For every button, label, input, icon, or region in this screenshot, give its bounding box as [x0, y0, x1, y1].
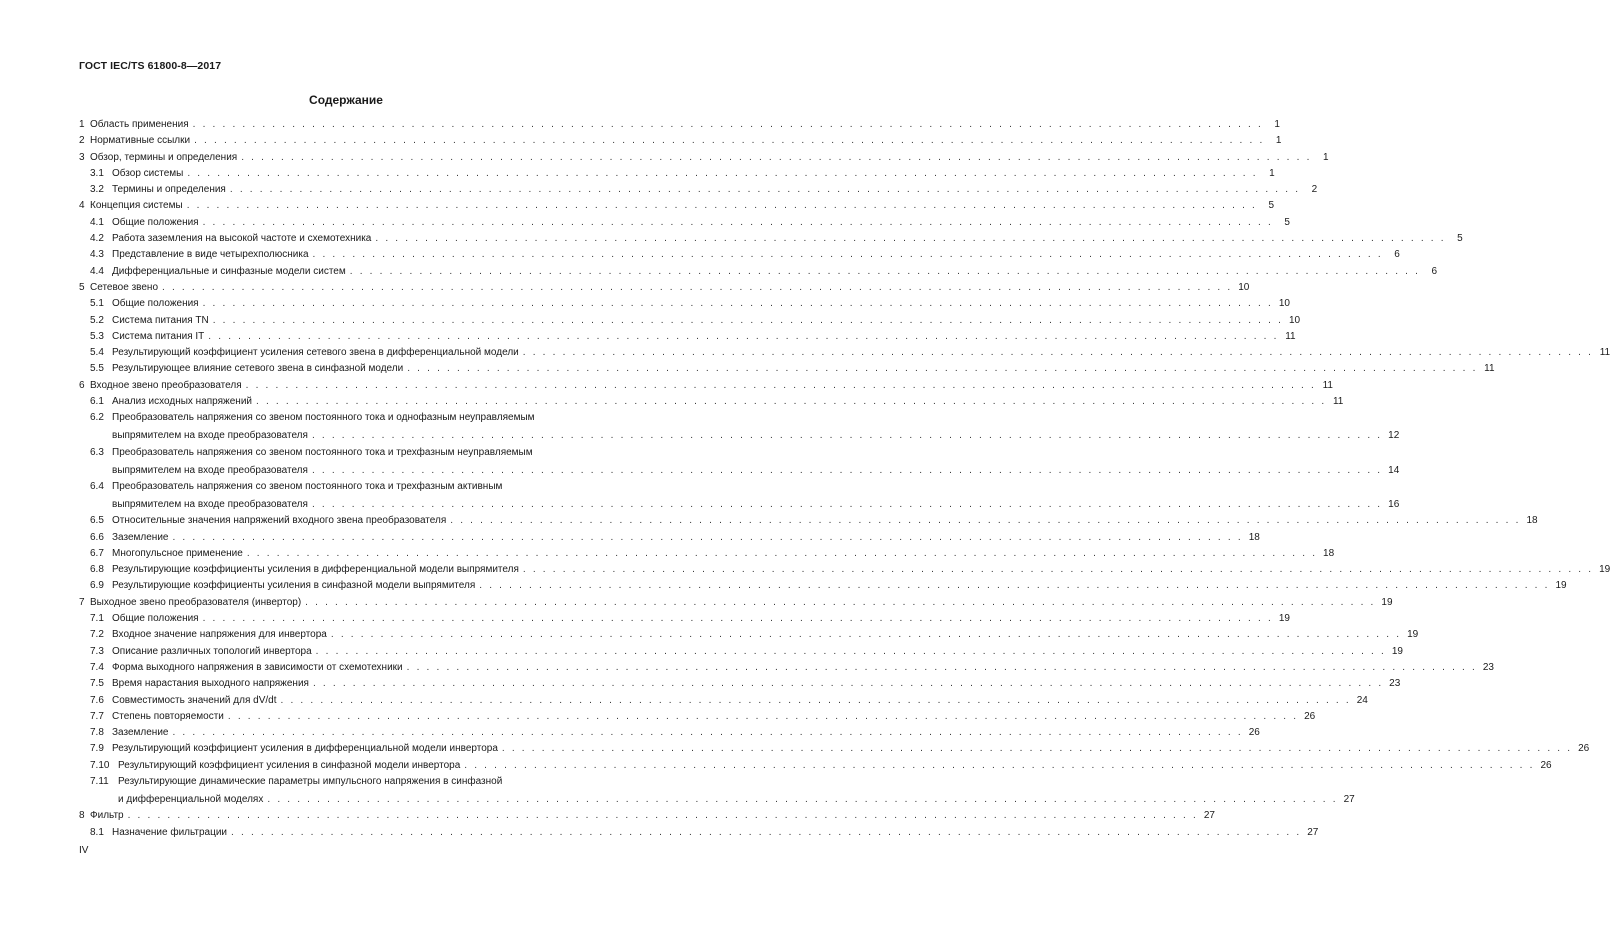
toc-entry-page: 11 — [1484, 363, 1495, 375]
toc-entry[interactable] — [79, 710, 1316, 723]
toc-entry-number: 7.8 — [90, 727, 104, 739]
toc-entry-number: 7.9 — [90, 743, 104, 755]
toc-entry-title: Результирующий коэффициент усиления в дифференциальной модели инвертора — [112, 743, 498, 755]
toc-leader-dots: . . . . . . . . . . . . . . . . . . . . . . . . . . . . . . . . . . . . . . . . . . . . . . . . . . . . . . . . . . . . . . . . . . . . . . . . . . . . . . . . . . . . . . . . . . . . . . . . . . . . . . . . . . . . — [464, 759, 1535, 771]
toc-entry-page: 18 — [1526, 515, 1538, 527]
toc-entry-page: 1 — [1269, 167, 1275, 179]
toc-entry-title: Анализ исходных напряжений — [112, 396, 252, 408]
toc-entry-number: 6.9 — [90, 580, 104, 592]
toc-entry-title: Система питания IT — [112, 330, 205, 342]
toc-entry-number: 4 — [79, 200, 85, 212]
toc-entry-page: 11 — [1322, 379, 1333, 391]
toc-leader-dots: . . . . . . . . . . . . . . . . . . . . . . . . . . . . . . . . . . . . . . . . . . . . . . . . . . . . . . . . . . . . . . . . . . . . . . . . . . . . . . . . . . . . . . . . . . . . . . . . . . . . . . . . . . . . — [330, 629, 1402, 641]
toc-entry-title-line: Преобразователь напряжения со звеном постоянного тока и трехфазным активным — [112, 480, 503, 492]
toc-entry-number: 7.5 — [90, 678, 104, 690]
toc-entry-number: 5.4 — [90, 347, 104, 359]
toc-leader-dots: . . . . . . . . . . . . . . . . . . . . . . . . . . . . . . . . . . . . . . . . . . . . . . . . . . . . . . . . . . . . . . . . . . . . . . . . . . . . . . . . . . . . . . . . . . . . . . . . . . . . . . . . . . . . — [241, 151, 1312, 163]
toc-entry-page: 19 — [1555, 580, 1567, 592]
toc-entry-page: 27 — [1343, 793, 1355, 805]
toc-entry[interactable] — [79, 135, 1282, 147]
toc-entry-number: 5.5 — [90, 363, 104, 375]
toc-entry[interactable] — [79, 216, 1290, 229]
toc-entry-number: 5.3 — [90, 330, 104, 342]
toc-leader-dots: . . . . . . . . . . . . . . . . . . . . . . . . . . . . . . . . . . . . . . . . . . . . . . . . . . . . . . . . . . . . . . . . . . . . . . . . . . . . . . . . . . . . . . . . . . . . . . . . . . . . . . . . . . . . — [256, 396, 1327, 408]
toc-entry-page: 18 — [1248, 531, 1260, 543]
toc-entry[interactable] — [79, 330, 1296, 343]
toc-entry-title: выпрямителем на входе преобразователя — [112, 498, 308, 510]
toc-entry-number: 6.7 — [90, 547, 104, 559]
toc-entry[interactable] — [79, 200, 1275, 212]
toc-entry-title: Результирующее влияние сетевого звена в синфазной модели — [112, 363, 404, 375]
toc-entry-number: 7.10 — [90, 759, 110, 771]
toc-entry-title: Совместимость значений для dV/dt — [112, 694, 277, 706]
toc-entry-page: 6 — [1394, 249, 1400, 261]
toc-entry-number: 7 — [79, 596, 85, 608]
toc-entry[interactable] — [79, 265, 1438, 278]
toc-entry-number: 4.2 — [90, 233, 104, 245]
toc-entry-number: 7.11 — [90, 775, 109, 787]
toc-leader-dots: . . . . . . . . . . . . . . . . . . . . . . . . . . . . . . . . . . . . . . . . . . . . . . . . . . . . . . . . . . . . . . . . . . . . . . . . . . . . . . . . . . . . . . . . . . . . . . . . . . . . . . . . . . . . — [186, 200, 1258, 212]
toc-entry-page: 19 — [1278, 613, 1290, 625]
toc-leader-dots: . . . . . . . . . . . . . . . . . . . . . . . . . . . . . . . . . . . . . . . . . . . . . . . . . . . . . . . . . . . . . . . . . . . . . . . . . . . . . . . . . . . . . . . . . . . . . . . . . . . . . . . . . . . . — [406, 661, 1477, 673]
toc-entry-number: 5.1 — [90, 298, 104, 310]
toc-entry[interactable] — [79, 347, 1610, 359]
toc-leader-dots: . . . . . . . . . . . . . . . . . . . . . . . . . . . . . . . . . . . . . . . . . . . . . . . . . . . . . . . . . . . . . . . . . . . . . . . . . . . . . . . . . . . . . . . . . . . . . . . . . . . . . . . . . . . . — [162, 281, 1233, 293]
toc-entry-page: 16 — [1388, 498, 1400, 510]
toc-entry-number: 6.1 — [90, 396, 104, 408]
toc-entry-page: 23 — [1482, 661, 1494, 673]
toc-leader-dots: . . . . . . . . . . . . . . . . . . . . . . . . . . . . . . . . . . . . . . . . . . . . . . . . . . . . . . . . . . . . . . . . . . . . . . . . . . . . . . . . . . . . . . . . . . . . . . . . . . . . . . . . . . . . — [245, 379, 1316, 391]
toc-entry-title: Дифференциальные и синфазные модели систем — [112, 265, 346, 277]
toc-entry[interactable] — [79, 515, 1538, 527]
toc-entry-number: 4.4 — [90, 265, 104, 277]
toc-entry-page: 11 — [1599, 347, 1610, 359]
toc-entry-title: Сетевое звено — [90, 281, 159, 293]
toc-entry-page: 10 — [1238, 281, 1250, 293]
toc-entry-number: 6.8 — [90, 564, 104, 576]
toc-entry[interactable] — [79, 564, 1610, 576]
toc-entry[interactable] — [79, 547, 1335, 560]
toc-entry-title: Описание различных топологий инвертора — [112, 645, 312, 657]
toc-entry-title: Термины и определения — [112, 184, 226, 196]
toc-entry-title: выпрямителем на входе преобразователя — [112, 464, 308, 476]
toc-entry[interactable] — [79, 184, 1318, 196]
toc-entry-title-line: Преобразователь напряжения со звеном постоянного тока и однофазным неуправляемым — [112, 412, 535, 424]
toc-leader-dots: . . . . . . . . . . . . . . . . . . . . . . . . . . . . . . . . . . . . . . . . . . . . . . . . . . . . . . . . . . . . . . . . . . . . . . . . . . . . . . . . . . . . . . . . . . . . . . . . . . . . . . . . . . . . — [202, 216, 1273, 228]
toc-entry-page: 10 — [1288, 314, 1301, 326]
toc-entry-page: 1 — [1323, 151, 1329, 163]
toc-leader-dots: . . . . . . . . . . . . . . . . . . . . . . . . . . . . . . . . . . . . . . . . . . . . . . . . . . . . . . . . . . . . . . . . . . . . . . . . . . . . . . . . . . . . . . . . . . . . . . . . . . . . . . . . . . . . — [522, 347, 1594, 359]
table-of-contents — [79, 119, 1610, 843]
toc-entry[interactable] — [79, 596, 1393, 609]
toc-entry-number: 6.6 — [90, 531, 104, 543]
toc-leader-dots: . . . . . . . . . . . . . . . . . . . . . . . . . . . . . . . . . . . . . . . . . . . . . . . . . . . . . . . . . . . . . . . . . . . . . . . . . . . . . . . . . . . . . . . . . . . . . . . . . . . . . . . . . . . . — [522, 564, 1594, 576]
toc-entry[interactable] — [79, 314, 1301, 327]
toc-entry-title: Работа заземления на высокой частоте и схемотехника — [112, 233, 372, 245]
toc-entry-page: 26 — [1304, 710, 1316, 722]
toc-entry-number: 6.5 — [90, 515, 104, 527]
toc-entry-title: Общие положения — [112, 216, 199, 228]
toc-entry[interactable] — [79, 775, 1355, 806]
toc-entry[interactable] — [79, 363, 1495, 375]
toc-entry-number: 7.1 — [90, 613, 104, 625]
toc-leader-dots: . . . . . . . . . . . . . . . . . . . . . . . . . . . . . . . . . . . . . . . . . . . . . . . . . . . . . . . . . . . . . . . . . . . . . . . . . . . . . . . . . . . . . . . . . . . . . . . . . . . . . . . . . . . . — [312, 249, 1383, 261]
toc-entry-title: Заземление — [112, 727, 169, 739]
toc-entry-number: 4.3 — [90, 249, 104, 261]
toc-leader-dots: . . . . . . . . . . . . . . . . . . . . . . . . . . . . . . . . . . . . . . . . . . . . . . . . . . . . . . . . . . . . . . . . . . . . . . . . . . . . . . . . . . . . . . . . . . . . . . . . . . . . . . . . . . . . — [231, 826, 1302, 838]
toc-entry-page: 26 — [1540, 759, 1552, 771]
toc-leader-dots: . . . . . . . . . . . . . . . . . . . . . . . . . . . . . . . . . . . . . . . . . . . . . . . . . . . . . . . . . . . . . . . . . . . . . . . . . . . . . . . . . . . . . . . . . . . . . . . . . . . . . . . . . . . . — [212, 314, 1284, 326]
toc-leader-dots: . . . . . . . . . . . . . . . . . . . . . . . . . . . . . . . . . . . . . . . . . . . . . . . . . . . . . . . . . . . . . . . . . . . . . . . . . . . . . . . . . . . . . . . . . . . . . . . . . . . . . . . . . . . . — [267, 793, 1338, 805]
toc-entry-title: Общие положения — [112, 298, 199, 310]
toc-entry[interactable] — [79, 446, 1400, 477]
toc-entry-page: 27 — [1307, 826, 1319, 838]
toc-entry-page: 5 — [1268, 200, 1275, 212]
toc-entry-page: 12 — [1388, 430, 1400, 442]
toc-entry-page: 27 — [1203, 810, 1215, 822]
toc-entry-page: 19 — [1391, 645, 1403, 657]
toc-entry-title: Степень повторяемости — [112, 710, 224, 722]
toc-entry-page: 19 — [1381, 596, 1393, 608]
toc-entry[interactable] — [79, 678, 1401, 690]
toc-entry[interactable] — [79, 531, 1260, 544]
toc-leader-dots: . . . . . . . . . . . . . . . . . . . . . . . . . . . . . . . . . . . . . . . . . . . . . . . . . . . . . . . . . . . . . . . . . . . . . . . . . . . . . . . . . . . . . . . . . . . . . . . . . . . . . . . . . . . . — [407, 363, 1478, 375]
toc-entry-page: 11 — [1285, 330, 1296, 342]
toc-entry-page: 26 — [1578, 743, 1590, 755]
toc-entry-page: 19 — [1407, 629, 1419, 641]
toc-entry[interactable] — [79, 645, 1403, 658]
toc-entry-title: Результирующие коэффициенты усиления в дифференциальной модели выпрямителя — [112, 564, 519, 576]
toc-leader-dots: . . . . . . . . . . . . . . . . . . . . . . . . . . . . . . . . . . . . . . . . . . . . . . . . . . . . . . . . . . . . . . . . . . . . . . . . . . . . . . . . . . . . . . . . . . . . . . . . . . . . . . . . . . . . — [311, 430, 1383, 442]
toc-entry-page: 5 — [1457, 233, 1463, 245]
toc-entry-number: 1 — [79, 119, 85, 130]
toc-leader-dots: . . . . . . . . . . . . . . . . . . . . . . . . . . . . . . . . . . . . . . . . . . . . . . . . . . . . . . . . . . . . . . . . . . . . . . . . . . . . . . . . . . . . . . . . . . . . . . . . . . . . . . . . . . . . — [501, 743, 1573, 755]
toc-entry-number: 7.7 — [90, 710, 104, 722]
toc-entry[interactable] — [79, 826, 1319, 839]
toc-entry-title: Фильтр — [90, 810, 124, 822]
toc-entry-page: 6 — [1431, 265, 1438, 277]
toc-entry-number: 6.3 — [90, 446, 104, 458]
toc-entry[interactable] — [79, 281, 1250, 294]
toc-entry-title-line: Результирующие динамические параметры импульсного напряжения в синфазной — [118, 775, 503, 787]
toc-entry[interactable] — [79, 613, 1290, 625]
toc-leader-dots: . . . . . . . . . . . . . . . . . . . . . . . . . . . . . . . . . . . . . . . . . . . . . . . . . . . . . . . . . . . . . . . . . . . . . . . . . . . . . . . . . . . . . . . . . . . . . . . . . . . . . . . . . . . . — [194, 135, 1265, 147]
toc-leader-dots: . . . . . . . . . . . . . . . . . . . . . . . . . . . . . . . . . . . . . . . . . . . . . . . . . . . . . . . . . . . . . . . . . . . . . . . . . . . . . . . . . . . . . . . . . . . . . . . . . . . . . . . . . . . . — [315, 645, 1386, 657]
toc-entry-page: 11 — [1332, 396, 1344, 408]
toc-leader-dots: . . . . . . . . . . . . . . . . . . . . . . . . . . . . . . . . . . . . . . . . . . . . . . . . . . . . . . . . . . . . . . . . . . . . . . . . . . . . . . . . . . . . . . . . . . . . . . . . . . . . . . . . . . . . — [305, 596, 1376, 608]
toc-entry-page: 19 — [1599, 564, 1610, 576]
toc-entry-title: Назначение фильтрации — [112, 826, 228, 838]
toc-leader-dots: . . . . . . . . . . . . . . . . . . . . . . . . . . . . . . . . . . . . . . . . . . . . . . . . . . . . . . . . . . . . . . . . . . . . . . . . . . . . . . . . . . . . . . . . . . . . . . . . . . . . . . . . . . . . — [202, 613, 1273, 625]
toc-entry-page: 23 — [1389, 678, 1401, 690]
toc-entry-page: 24 — [1356, 694, 1368, 706]
toc-entry[interactable] — [79, 151, 1329, 164]
toc-entry-page: 18 — [1323, 547, 1335, 559]
toc-entry[interactable] — [79, 119, 1280, 131]
toc-entry-number: 3.2 — [90, 184, 104, 196]
page-number: IV — [79, 845, 89, 856]
toc-entry-page: 14 — [1388, 464, 1400, 476]
toc-entry[interactable] — [79, 759, 1552, 772]
toc-entry[interactable] — [79, 298, 1290, 310]
toc-entry-number: 7.6 — [90, 694, 104, 706]
toc-entry-number: 8 — [79, 810, 85, 822]
toc-entry-title: Многопульсное применение — [112, 547, 243, 559]
toc-leader-dots: . . . . . . . . . . . . . . . . . . . . . . . . . . . . . . . . . . . . . . . . . . . . . . . . . . . . . . . . . . . . . . . . . . . . . . . . . . . . . . . . . . . . . . . . . . . . . . . . . . . . . . . . . . . . — [172, 727, 1243, 739]
toc-entry-title: и дифференциальной моделях — [118, 793, 264, 805]
toc-entry[interactable] — [79, 727, 1260, 739]
toc-leader-dots: . . . . . . . . . . . . . . . . . . . . . . . . . . . . . . . . . . . . . . . . . . . . . . . . . . . . . . . . . . . . . . . . . . . . . . . . . . . . . . . . . . . . . . . . . . . . . . . . . . . . . . . . . . . . — [172, 531, 1243, 543]
toc-entry-number: 8.1 — [90, 826, 104, 838]
toc-leader-dots: . . . . . . . . . . . . . . . . . . . . . . . . . . . . . . . . . . . . . . . . . . . . . . . . . . . . . . . . . . . . . . . . . . . . . . . . . . . . . . . . . . . . . . . . . . . . . . . . . . . . . . . . . . . . — [229, 184, 1301, 196]
toc-title: Содержание — [309, 93, 383, 107]
toc-entry-number: 6.4 — [90, 480, 104, 492]
toc-entry-title-line: Преобразователь напряжения со звеном постоянного тока и трехфазным неуправляемым — [112, 446, 533, 458]
toc-entry-page: 10 — [1278, 298, 1290, 310]
toc-entry-title: Концепция системы — [90, 200, 183, 212]
toc-entry-title: Время нарастания выходного напряжения — [112, 678, 309, 690]
toc-entry-number: 7.2 — [90, 629, 104, 641]
toc-entry-page: 26 — [1248, 727, 1260, 739]
document-id: ГОСТ IEC/TS 61800-8—2017 — [79, 60, 222, 72]
toc-entry-title: Результирующий коэффициент усиления сетевого звена в дифференциальной модели — [112, 347, 519, 359]
toc-entry-title: Входное звено преобразователя — [90, 379, 242, 391]
toc-entry-title: Выходное звено преобразователя (инвертор) — [90, 596, 302, 608]
toc-entry[interactable] — [79, 694, 1368, 707]
toc-entry-number: 3 — [79, 151, 85, 163]
toc-entry-title: Нормативные ссылки — [90, 135, 191, 147]
toc-entry[interactable] — [79, 580, 1567, 592]
toc-entry-title: Результирующие коэффициенты усиления в синфазной модели выпрямителя — [112, 580, 476, 592]
toc-entry-page: 1 — [1275, 135, 1282, 147]
toc-entry-number: 6.2 — [90, 412, 104, 424]
toc-entry-number: 7.4 — [90, 661, 104, 673]
toc-entry-title: Результирующий коэффициент усиления в синфазной модели инвертора — [118, 759, 461, 771]
toc-entry-page: 1 — [1274, 119, 1280, 130]
toc-entry-title: Форма выходного напряжения в зависимости от схемотехники — [112, 661, 403, 673]
toc-leader-dots: . . . . . . . . . . . . . . . . . . . . . . . . . . . . . . . . . . . . . . . . . . . . . . . . . . . . . . . . . . . . . . . . . . . . . . . . . . . . . . . . . . . . . . . . . . . . . . . . . . . . . . . . . . . . — [375, 233, 1446, 245]
toc-entry[interactable] — [79, 233, 1463, 245]
toc-entry-title: Система питания TN — [112, 314, 209, 326]
toc-entry-title: Входное значение напряжения для инвертора — [112, 629, 327, 641]
toc-entry[interactable] — [79, 743, 1590, 755]
toc-leader-dots: . . . . . . . . . . . . . . . . . . . . . . . . . . . . . . . . . . . . . . . . . . . . . . . . . . . . . . . . . . . . . . . . . . . . . . . . . . . . . . . . . . . . . . . . . . . . . . . . . . . . . . . . . . . . — [479, 580, 1550, 592]
toc-entry-title: Область применения — [90, 119, 189, 130]
toc-entry-number: 4.1 — [90, 216, 104, 228]
toc-leader-dots: . . . . . . . . . . . . . . . . . . . . . . . . . . . . . . . . . . . . . . . . . . . . . . . . . . . . . . . . . . . . . . . . . . . . . . . . . . . . . . . . . . . . . . . . . . . . . . . . . . . . . . . . . . . . — [208, 330, 1279, 342]
toc-entry[interactable] — [79, 480, 1400, 511]
toc-leader-dots: . . . . . . . . . . . . . . . . . . . . . . . . . . . . . . . . . . . . . . . . . . . . . . . . . . . . . . . . . . . . . . . . . . . . . . . . . . . . . . . . . . . . . . . . . . . . . . . . . . . . . . . . . . . . — [312, 678, 1384, 690]
toc-leader-dots: . . . . . . . . . . . . . . . . . . . . . . . . . . . . . . . . . . . . . . . . . . . . . . . . . . . . . . . . . . . . . . . . . . . . . . . . . . . . . . . . . . . . . . . . . . . . . . . . . . . . . . . . . . . . — [202, 298, 1273, 310]
toc-entry-page: 2 — [1311, 184, 1318, 196]
toc-leader-dots: . . . . . . . . . . . . . . . . . . . . . . . . . . . . . . . . . . . . . . . . . . . . . . . . . . . . . . . . . . . . . . . . . . . . . . . . . . . . . . . . . . . . . . . . . . . . . . . . . . . . . . . . . . . . — [246, 547, 1318, 559]
toc-leader-dots: . . . . . . . . . . . . . . . . . . . . . . . . . . . . . . . . . . . . . . . . . . . . . . . . . . . . . . . . . . . . . . . . . . . . . . . . . . . . . . . . . . . . . . . . . . . . . . . . . . . . . . . . . . . . — [349, 265, 1421, 277]
toc-leader-dots: . . . . . . . . . . . . . . . . . . . . . . . . . . . . . . . . . . . . . . . . . . . . . . . . . . . . . . . . . . . . . . . . . . . . . . . . . . . . . . . . . . . . . . . . . . . . . . . . . . . . . . . . . . . . — [311, 498, 1383, 510]
toc-entry[interactable] — [79, 629, 1419, 641]
toc-entry[interactable] — [79, 396, 1344, 408]
toc-entry-number: 6 — [79, 379, 85, 391]
toc-entry-number: 5.2 — [90, 314, 104, 326]
toc-leader-dots: . . . . . . . . . . . . . . . . . . . . . . . . . . . . . . . . . . . . . . . . . . . . . . . . . . . . . . . . . . . . . . . . . . . . . . . . . . . . . . . . . . . . . . . . . . . . . . . . . . . . . . . . . . . . — [192, 119, 1263, 130]
toc-entry[interactable] — [79, 810, 1215, 822]
toc-entry-title: выпрямителем на входе преобразователя — [112, 430, 308, 442]
toc-entry[interactable] — [79, 379, 1333, 392]
toc-entry-page: 5 — [1284, 216, 1290, 228]
toc-entry-number: 3.1 — [90, 167, 104, 179]
toc-entry[interactable] — [79, 412, 1400, 442]
toc-leader-dots: . . . . . . . . . . . . . . . . . . . . . . . . . . . . . . . . . . . . . . . . . . . . . . . . . . . . . . . . . . . . . . . . . . . . . . . . . . . . . . . . . . . . . . . . . . . . . . . . . . . . . . . . . . . . — [127, 810, 1198, 822]
toc-entry-title: Обзор, термины и определения — [90, 151, 238, 163]
toc-leader-dots: . . . . . . . . . . . . . . . . . . . . . . . . . . . . . . . . . . . . . . . . . . . . . . . . . . . . . . . . . . . . . . . . . . . . . . . . . . . . . . . . . . . . . . . . . . . . . . . . . . . . . . . . . . . . — [311, 464, 1383, 476]
toc-leader-dots: . . . . . . . . . . . . . . . . . . . . . . . . . . . . . . . . . . . . . . . . . . . . . . . . . . . . . . . . . . . . . . . . . . . . . . . . . . . . . . . . . . . . . . . . . . . . . . . . . . . . . . . . . . . . — [187, 167, 1258, 179]
toc-leader-dots: . . . . . . . . . . . . . . . . . . . . . . . . . . . . . . . . . . . . . . . . . . . . . . . . . . . . . . . . . . . . . . . . . . . . . . . . . . . . . . . . . . . . . . . . . . . . . . . . . . . . . . . . . . . . — [227, 710, 1299, 722]
toc-entry[interactable] — [79, 167, 1275, 180]
toc-entry-title: Относительные значения напряжений входного звена преобразователя — [112, 515, 447, 527]
toc-leader-dots: . . . . . . . . . . . . . . . . . . . . . . . . . . . . . . . . . . . . . . . . . . . . . . . . . . . . . . . . . . . . . . . . . . . . . . . . . . . . . . . . . . . . . . . . . . . . . . . . . . . . . . . . . . . . — [280, 694, 1351, 706]
toc-entry-title: Общие положения — [112, 613, 199, 625]
toc-entry-number: 5 — [79, 281, 85, 293]
toc-entry-title: Представление в виде четырехполюсника — [112, 249, 309, 261]
toc-entry[interactable] — [79, 249, 1400, 261]
toc-entry[interactable] — [79, 661, 1494, 674]
toc-entry-title: Заземление — [112, 531, 169, 543]
toc-entry-title: Обзор системы — [112, 167, 184, 179]
toc-leader-dots: . . . . . . . . . . . . . . . . . . . . . . . . . . . . . . . . . . . . . . . . . . . . . . . . . . . . . . . . . . . . . . . . . . . . . . . . . . . . . . . . . . . . . . . . . . . . . . . . . . . . . . . . . . . . — [450, 515, 1521, 527]
toc-entry-number: 2 — [79, 135, 85, 147]
toc-entry-number: 7.3 — [90, 645, 104, 657]
